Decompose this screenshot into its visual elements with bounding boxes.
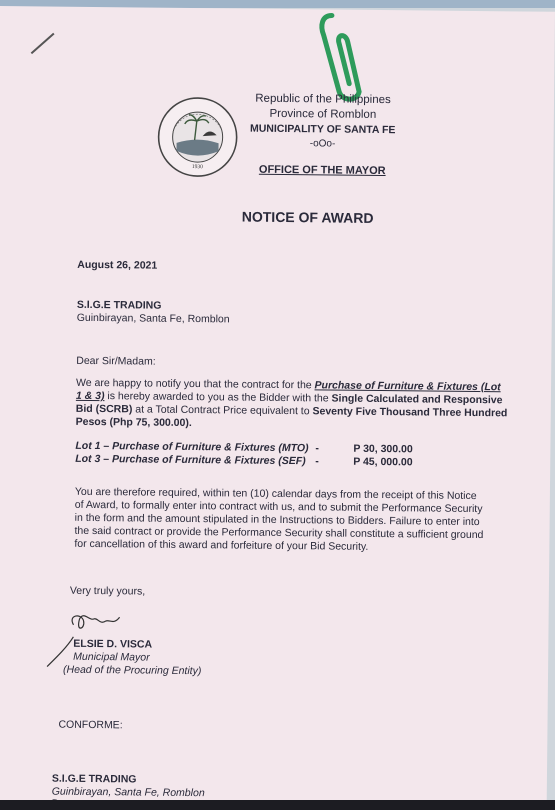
lot-label: Lot 1 – Purchase of Furniture & Fixtures (MTO) [75, 439, 309, 455]
para1-line1: We are happy to notify you that the contract for the Purchase of Furniture & Fixtures (Lot [75, 376, 501, 394]
para2-line: in the form and the amount stipulated in the Instructions to Bidders. Failure to enter into [74, 511, 480, 529]
header-municipality: MUNICIPALITY OF SANTA FE [249, 122, 396, 137]
recipient-name: S.I.G.E TRADING [76, 298, 162, 312]
para1-line3: Bid (SCRB) at a Total Contract Price equivalent to Seventy Five Thousand Three Hundred [75, 402, 508, 420]
seal-year: 1930 [191, 164, 203, 171]
signatory-title: Municipal Mayor [73, 650, 150, 664]
salutation: Dear Sir/Madam: [76, 354, 156, 368]
header-ornament: -oOo- [309, 138, 336, 150]
lot-dash: - [315, 442, 319, 455]
para2-line: You are therefore required, within ten (10) calendar days from the receipt of this Notice [74, 485, 477, 503]
para1-line4: Pesos (Php 75, 300.00). [75, 415, 192, 430]
para2-line: the said contract or provide the Performance Security shall constitute a sufficient ground [74, 524, 484, 542]
header-republic: Republic of the Philippines [255, 92, 391, 107]
lot-amount: P 45, 000.00 [353, 455, 413, 469]
closing: Very truly yours, [69, 584, 146, 598]
lot-label: Lot 3 – Purchase of Furniture & Fixtures (SEF) [75, 452, 306, 468]
document-title: NOTICE OF AWARD [241, 208, 374, 226]
signatory-role: (Head of the Procuring Entity) [62, 663, 202, 678]
lot-dash: - [315, 455, 319, 468]
notice-of-award-page [0, 6, 555, 808]
signatory-name: ELSIE D. VISCA [73, 637, 153, 651]
conforme-name: S.I.G.E TRADING [51, 772, 137, 786]
para2-line: for cancellation of this award and forfeiture of your Bid Security. [74, 537, 369, 553]
para1-line2: 1 & 3) is hereby awarded to you as the Bidder with the Single Calculated and Responsive [75, 389, 503, 407]
conforme-address: Guinbirayan, Santa Fe, Romblon [51, 785, 205, 800]
recipient-address: Guinbirayan, Santa Fe, Romblon [76, 311, 230, 326]
para2-line: of Award, to formally enter into contract with us, and to submit the Performance Security [74, 498, 483, 516]
conforme-label: CONFORME: [58, 718, 123, 732]
header-province: Province of Romblon [269, 107, 377, 121]
office-title: OFFICE OF THE MAYOR [258, 163, 386, 178]
bottom-edge [0, 800, 555, 810]
pen-mark [31, 33, 55, 54]
letter-date: August 26, 2021 [77, 258, 158, 272]
lot-amount: P 30, 300.00 [353, 442, 413, 456]
